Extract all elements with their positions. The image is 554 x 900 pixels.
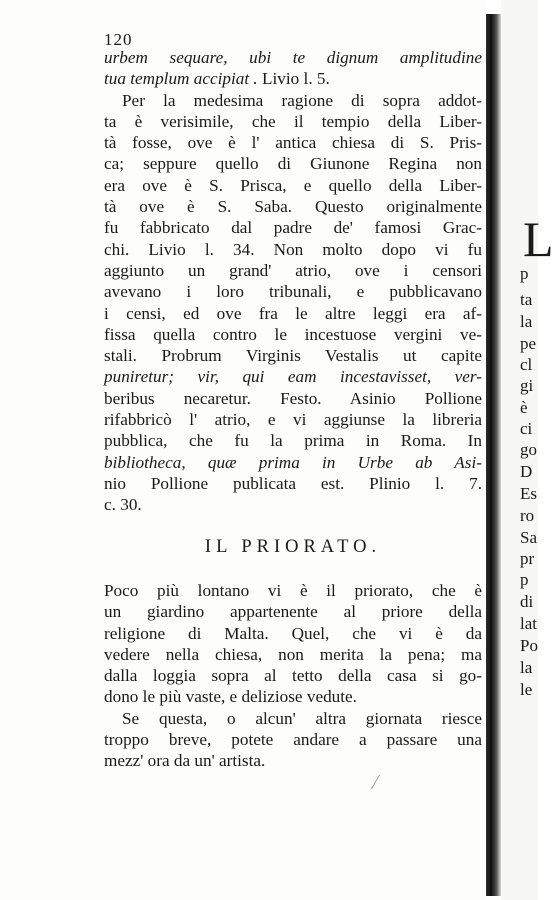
text-line: pubblica, che fu la prima in Roma. In [104,431,482,451]
text-line: puniretur; vir, qui eam incestavisset, ver- [104,367,482,387]
text-line: avevano i loro tribunali, e pubblicavano [104,282,482,302]
text-line: Se questa, o alcun' altra giornata riesce [122,708,482,728]
facing-text-fragment: ro [520,506,535,525]
facing-text-fragment: la [520,658,533,677]
text-line: tua templum accipiat . Livio l. 5. [104,69,330,89]
text-line: nio Pollione publicata est. Plinio l. 7. [104,473,482,493]
text-line: aggiunto un grand' atrio, ove i censori [104,260,482,280]
facing-text-fragment: cl [520,355,533,374]
text-line: beribus necaretur. Festo. Asinio Pollione [104,388,482,408]
facing-text-fragment: pe [520,334,537,353]
text-line: ca; seppure quello di Giunone Regina non [104,154,482,174]
text-line: Poco più lontano vi è il priorato, che è [104,581,482,600]
text-line: tà fosse, ove è l' antica chiesa di S. Pris- [104,133,482,153]
text-line: era ove è S. Prisca, e quello della Liber- [104,175,482,195]
paragraph-priorato [104,580,482,772]
text-line: dono le più vaste, e deliziose vedute. [104,687,357,707]
text-line: chi. Livio l. 34. Non molto dopo vi fu [104,239,482,259]
facing-text-fragment: ci [520,419,533,438]
page-number: 120 [104,30,133,49]
text-line: ta è verisimile, che il tempio della Liber- [104,111,482,131]
facing-text-fragment: Es [520,484,537,503]
facing-text-fragment: p [520,264,529,283]
facing-text-fragment: go [520,440,537,459]
text-line: i censi, ed ove fra le altre leggi era af- [104,303,482,323]
text-line: fissa quella contro le incestuose vergini ve- [104,324,482,344]
text-line: rifabbricò l' atrio, e vi aggiunse la libreria [104,410,482,430]
text-line: religione di Malta. Quel, che vi è da [104,623,482,643]
book-gutter-shadow [486,14,501,896]
text-line: mezz' ora da un' artista. [104,751,266,771]
facing-text-fragment: D [520,462,533,481]
ink-mark [371,775,390,789]
text-line: stali. Probrum Virginis Vestalis ut capite [104,346,482,366]
text-line: vedere nella chiesa, non merita la pena; ma [104,644,482,664]
text-line: c. 30. [104,495,142,515]
facing-text-fragment: le [520,680,533,699]
text-line: dalla loggia sopra al tetto della casa si go- [104,666,482,686]
text-line: un giardino appartenente al priore della [104,602,482,622]
facing-text-fragment: Sa [520,528,537,547]
facing-text-fragment: la [520,312,533,331]
paragraph-liberta [104,47,482,516]
text-line: bibliotheca, quæ prima in Urbe ab Asi- [104,452,482,472]
text-line: tà ove è S. Saba. Questo originalmente [104,197,482,217]
facing-text-fragment: p [520,570,529,589]
facing-text-fragment: è [520,398,528,417]
facing-text-fragment: di [520,592,534,611]
facing-text-fragment: pr [520,549,535,568]
facing-text-fragment: lat [520,614,537,633]
facing-text-fragment: ta [520,290,533,309]
facing-page-fragment [501,0,554,900]
section-heading: IL PRIORATO. [204,537,382,557]
facing-text-fragment: Po [520,636,538,655]
drop-capital: L [523,211,554,267]
text-line: troppo breve, potete andare a passare una [104,730,482,750]
text-line: Per la medesima ragione di sopra addot- [122,90,482,110]
text-line: urbem sequare, ubi te dignum amplitudine [104,48,482,67]
text-line: fu fabbricato dal padre de' famosi Grac- [104,218,482,238]
facing-text-fragment: gi [520,376,534,395]
